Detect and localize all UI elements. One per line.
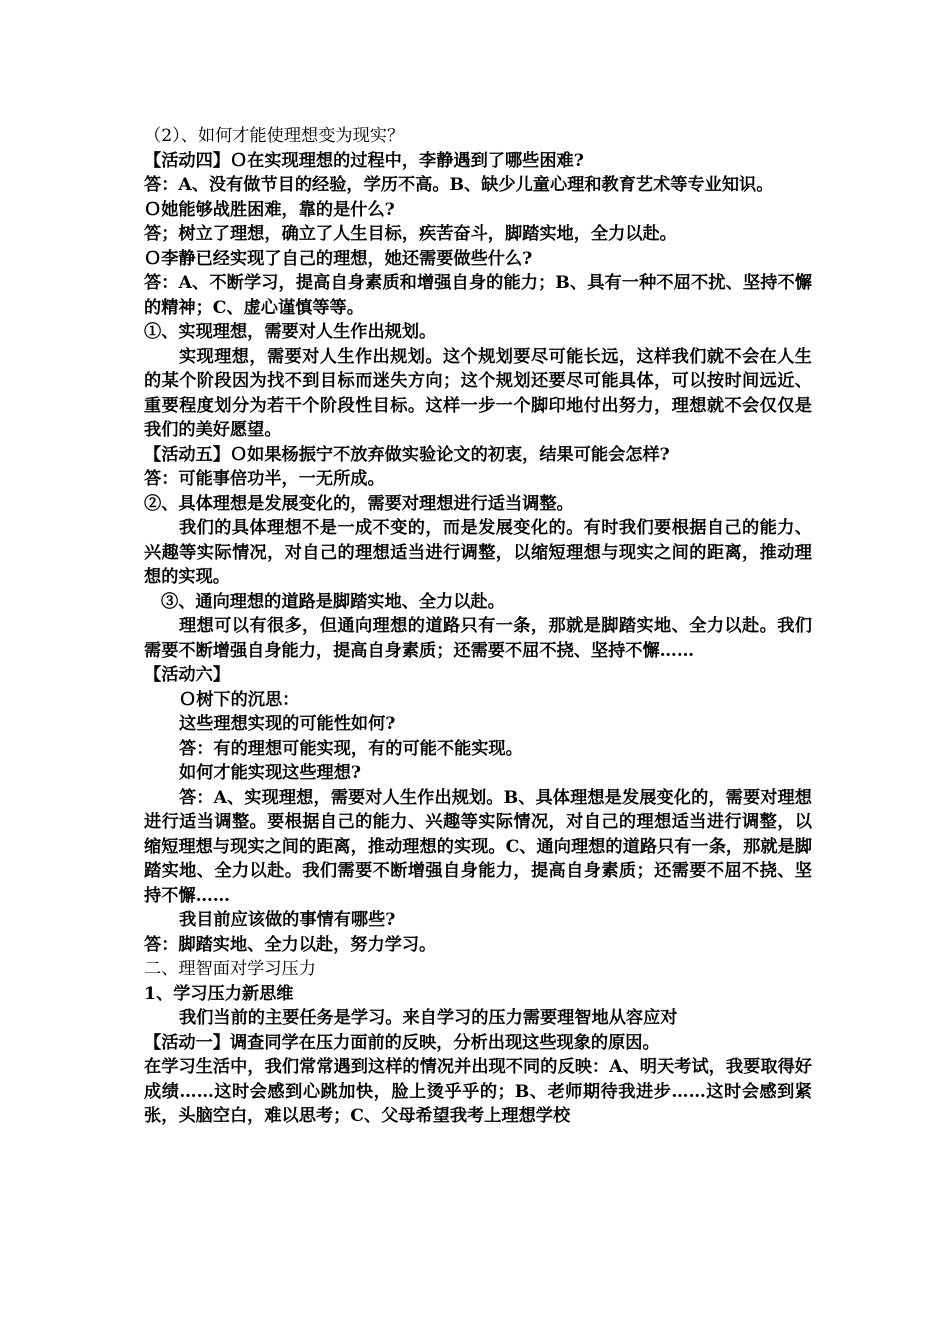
answer-line: 答：脚踏实地、全力以赴，努力学习。 — [144, 934, 437, 955]
answer-line: 答；树立了理想，确立了人生目标，疾苦奋斗，脚踏实地，全力以赴。 — [144, 224, 677, 244]
body-paragraph: 我们的具体理想不是一成不变的，而是发展变化的。有时我们要根据自己的能力、兴趣等实际情况，对自己的理想适当进行调整，以缩短理想与现实之间的距离，推动理想的实现。 — [144, 518, 812, 587]
activity-one: 【活动一】调查同学在压力面前的反映，分析出现这些现象的原因。 — [144, 1032, 660, 1053]
point-heading-3: ③、通向理想的道路是脚踏实地、全力以赴。 — [161, 591, 505, 612]
subheading: Ｏ树下的沉思： — [179, 689, 300, 710]
question-line: 这些理想实现的可能性如何? — [179, 714, 396, 734]
question-line: 如何才能实现这些理想? — [179, 763, 361, 783]
point-heading-1: ①、实现理想，需要对人生作出规划。 — [144, 322, 437, 342]
activity-four: 【活动四】Ｏ在实现理想的过程中，李静遇到了哪些困难? — [144, 150, 584, 171]
answer-line: 答：可能事倍功半，一无所成。 — [144, 469, 385, 489]
body-paragraph: 我们当前的主要任务是学习。来自学习的压力需要理智地从容应对 — [179, 1008, 678, 1028]
answer-line: 答：A、不断学习，提高自身素质和增强自身的能力；B、具有一种不屈不扰、坚持不懈的精神；C、虚心谨慎等等。 — [144, 273, 812, 318]
body-paragraph: 在学习生活中，我们常常遇到这样的情况并出现不同的反映：A、明天考试，我要取得好成绩……这时会感到心跳加快，脸上烫乎乎的；B、老师期待我进步……这时会感到紧张，头脑空白，难以思考；C、父母希望我考上理想学校 — [144, 1057, 812, 1126]
question-line: 我目前应该做的事情有哪些? — [179, 910, 396, 930]
question-line: Ｏ李静已经实现了自己的理想，她还需要做些什么? — [144, 248, 533, 269]
subsection-heading: 1、学习压力新思维 — [144, 983, 294, 1004]
question-heading: （2）、如何才能使理想变为现实？ — [144, 126, 405, 146]
body-paragraph: 理想可以有很多，但通向理想的道路只有一条，那就是脚踏实地、全力以赴。我们需要不断增强自身能力，提高自身素质；还需要不屈不挠、坚持不懈…… — [144, 616, 812, 661]
answer-line: 答：有的理想可能实现，有的可能不能实现。 — [179, 738, 523, 759]
answer-paragraph: 答：A、实现理想，需要对人生作出规划。B、具体理想是发展变化的，需要对理想进行适当调整。要根据自己的能力、兴趣等实际情况，对自己的理想适当进行调整，以缩短理想与现实之间的距离，推动理想的实现。C、通向理想的道路只有一条，那就是脚踏实地、全力以赴。我们需要不断增强自身能力，提高自身素质；还需要不屈不挠、坚持不懈…… — [144, 787, 812, 906]
question-line: Ｏ她能够战胜困难，靠的是什么? — [144, 199, 395, 220]
activity-six: 【活动六】 — [144, 665, 230, 685]
document-page — [144, 124, 812, 1129]
section-heading: 二、理智面对学习压力 — [144, 959, 316, 979]
activity-five: 【活动五】Ｏ如果杨振宁不放弃做实验论文的初衷，结果可能会怎样? — [144, 444, 670, 465]
body-paragraph: 实现理想，需要对人生作出规划。这个规划要尽可能长远，这样我们就不会在人生的某个阶段因为找不到目标而迷失方向；这个规划还要尽可能具体，可以按时间远近、重要程度划分为若干个阶段性目标。这样一步一个脚印地付出努力，理想就不会仅仅是我们的美好愿望。 — [144, 346, 812, 440]
answer-line: 答：A、没有做节目的经验，学历不高。B、缺少儿童心理和教育艺术等专业知识。 — [144, 175, 774, 195]
point-heading-2: ②、具体理想是发展变化的，需要对理想进行适当调整。 — [144, 493, 574, 514]
